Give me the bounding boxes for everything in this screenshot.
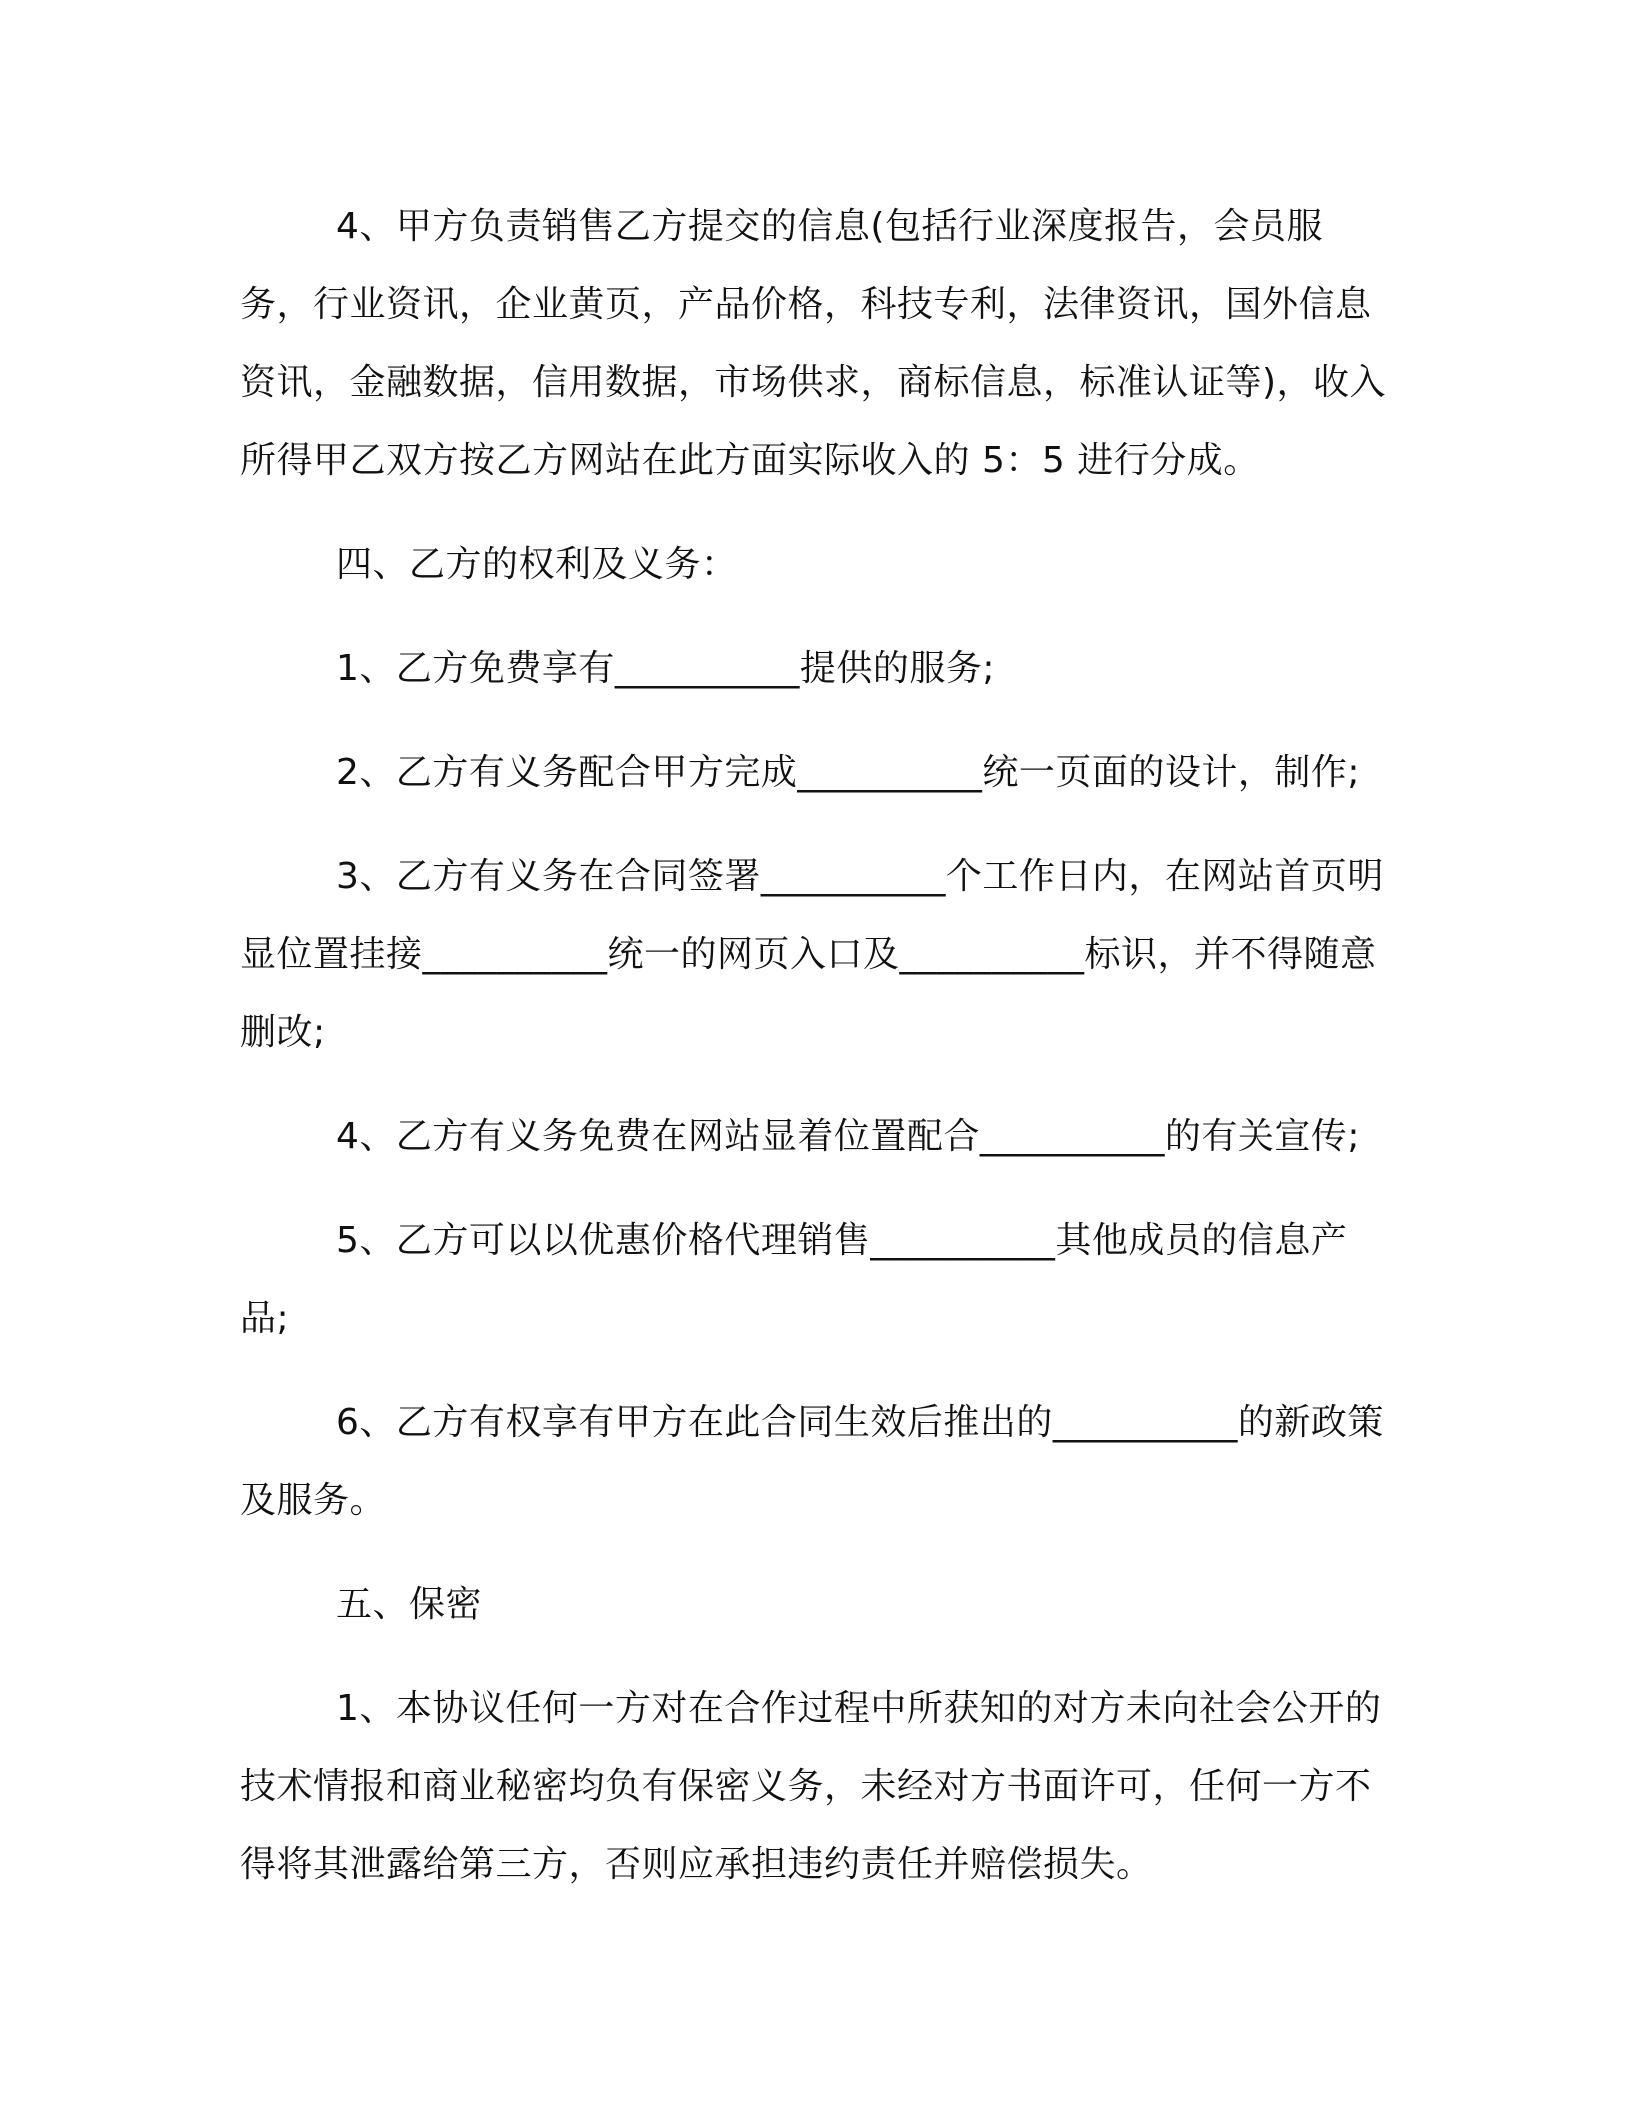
- document-body: [240, 188, 1392, 1904]
- paragraph-6-new-policies: 6、乙方有权享有甲方在此合同生效后推出的__________的新政策及服务。: [240, 1402, 1384, 1521]
- paragraph-gap: [240, 1176, 1392, 1202]
- paragraph-gap: [240, 1358, 1392, 1384]
- paragraph-5-agent-sales: 5、乙方可以以优惠价格代理销售__________其他成员的信息产品;: [240, 1220, 1348, 1339]
- paragraph-gap: [240, 1072, 1392, 1098]
- section-heading-rights-obligations: 四、乙方的权利及义务：: [336, 544, 738, 585]
- paragraph-gap: [240, 812, 1392, 838]
- paragraph-1-confidentiality: 1、本协议任何一方对在合作过程中所获知的对方未向社会公开的技术情报和商业秘密均负有保密义务，未经对方书面许可，任何一方不得将其泄露给第三方，否则应承担违约责任并赔偿损失。: [240, 1688, 1382, 1885]
- paragraph-4-promotion: 4、乙方有义务免费在网站显着位置配合__________的有关宣传;: [336, 1116, 1361, 1157]
- paragraph-3-homepage-link: 3、乙方有义务在合同签署__________个工作日内，在网站首页明显位置挂接__________统一的网页入口及__________标识，并不得随意删改;: [240, 856, 1384, 1053]
- paragraph-2-page-design: 2、乙方有义务配合甲方完成__________统一页面的设计，制作;: [336, 752, 1361, 793]
- section-heading-confidentiality: 五、保密: [336, 1584, 483, 1625]
- paragraph-4-sales-revenue: 4、甲方负责销售乙方提交的信息(包括行业深度报告，会员服务，行业资讯，企业黄页，产品价格，科技专利，法律资讯，国外信息资讯，金融数据，信用数据，市场供求，商标信息，标准认证等)，收入所得甲乙双方按乙方网站在此方面实际收入的 5：5 进行分成。: [240, 206, 1387, 481]
- paragraph-gap: [240, 1540, 1392, 1566]
- paragraph-1-free-service: 1、乙方免费享有__________提供的服务;: [336, 648, 996, 689]
- paragraph-gap: [240, 604, 1392, 630]
- paragraph-gap: [240, 708, 1392, 734]
- paragraph-gap: [240, 500, 1392, 526]
- paragraph-gap: [240, 1644, 1392, 1670]
